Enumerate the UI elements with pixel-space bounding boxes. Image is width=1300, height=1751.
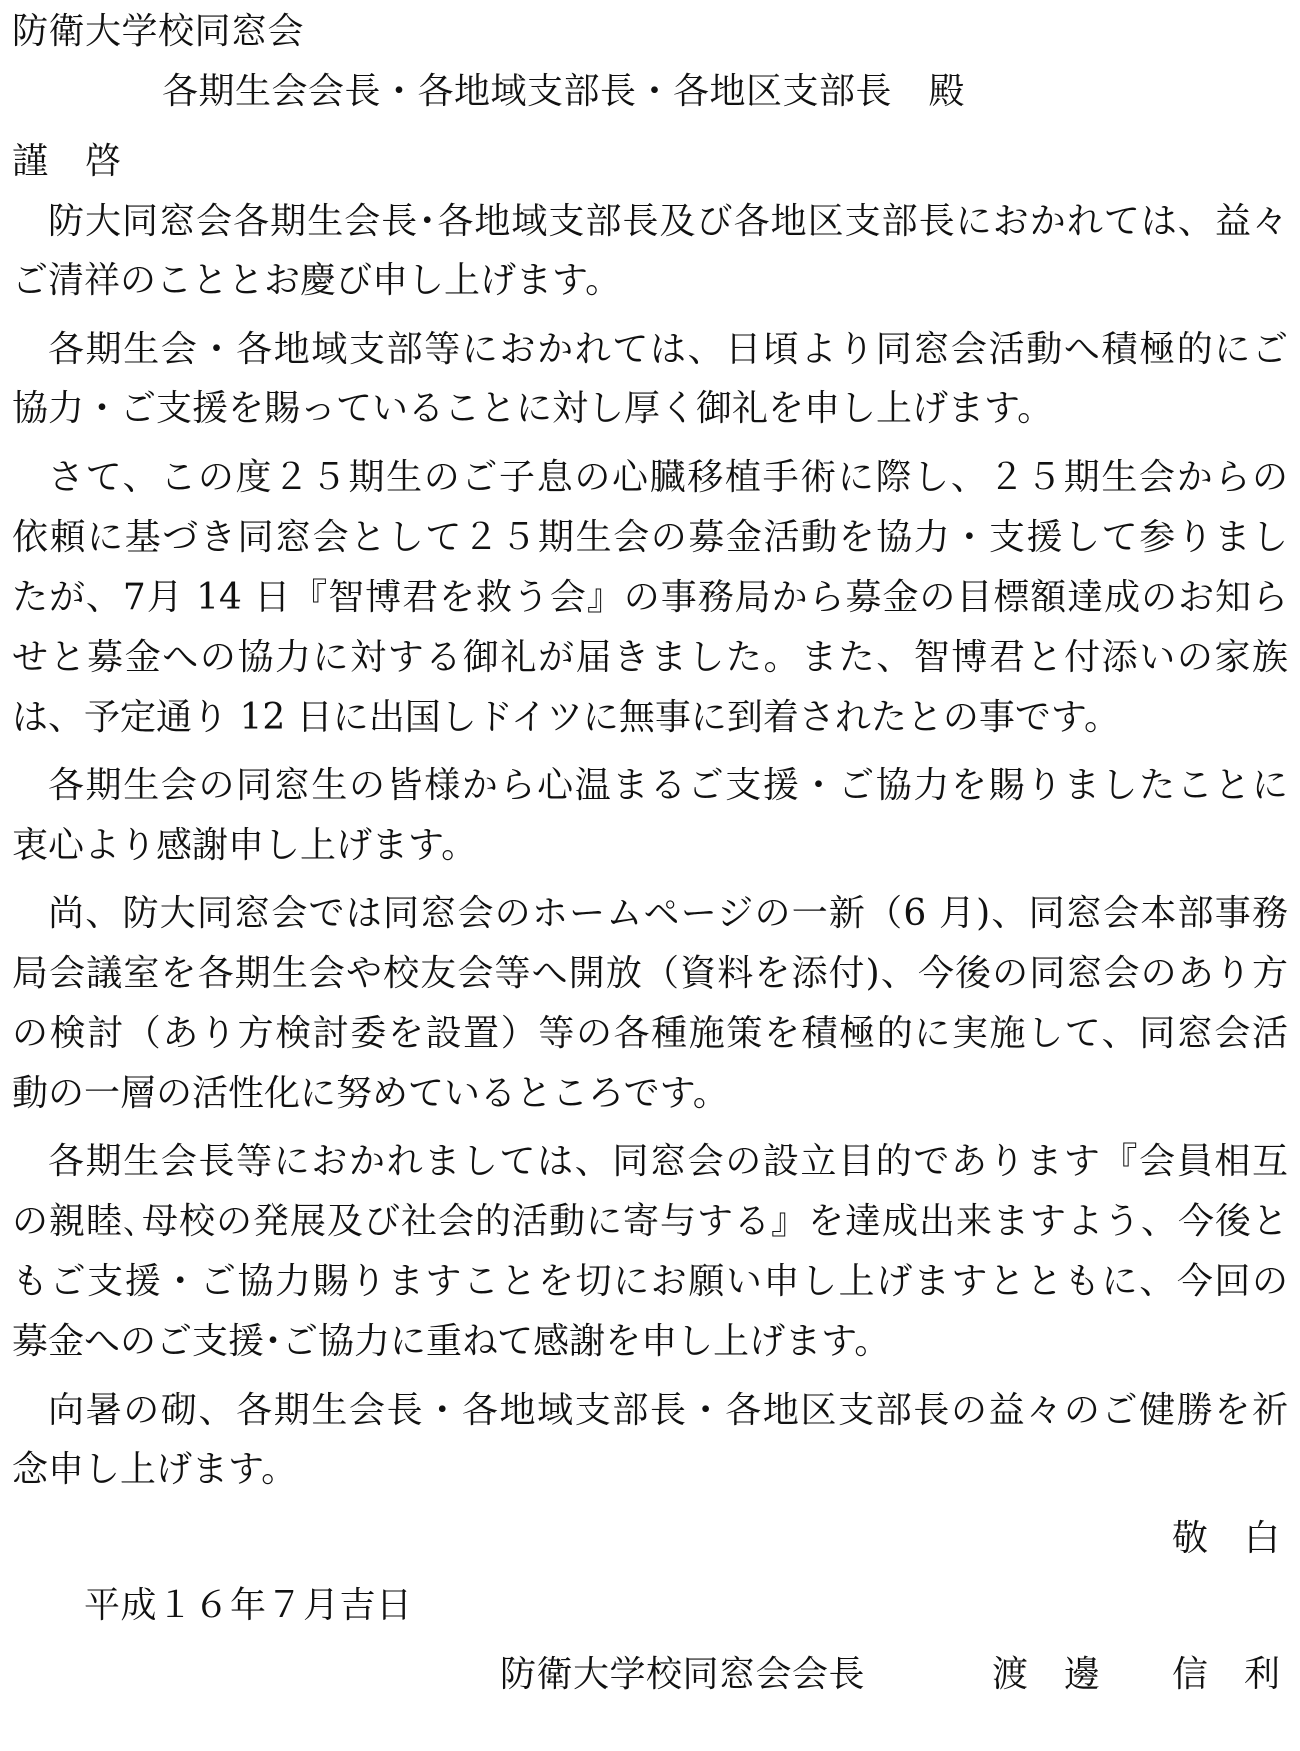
body-line: 衷心より感謝申し上げます。 [12,825,478,866]
body-line: 局会議室を各期生会や校友会等へ開放（資料を添付)、今後の同窓会のあり方 [12,953,1288,994]
body-line: の親睦､母校の発展及び社会的活動に寄与する』を達成出来ますよう、今後と [12,1201,1288,1242]
body-line: 募金へのご支援･ご協力に重ねて感謝を申し上げます。 [12,1321,891,1362]
salutation: 謹 啓 [12,141,122,182]
signature-name: 渡 邊 信 利 [991,1654,1280,1695]
body-line: 念申し上げます。 [12,1449,298,1490]
addressee: 各期生会会長・各地域支部長・各地区支部長 殿 [162,71,966,112]
body-line: 各期生会の同窓生の皆様から心温まるご支援・ご協力を賜りましたことに [48,765,1288,806]
body-line: たが、7月 14 日『智博君を救う会』の事務局から募金の目標額達成のお知ら [12,577,1288,618]
body-line: 各期生会長等におかれましては、同窓会の設立目的であります『会員相互 [48,1141,1288,1182]
body-line: は、予定通り 12 日に出国しドイツに無事に到着されたとの事です。 [12,697,1121,738]
body-line: 防大同窓会各期生会長･各地域支部長及び各地区支部長におかれては、益々 [48,201,1288,242]
body-line: もご支援・ご協力賜りますことを切にお願い申し上げますとともに、今回の [12,1261,1288,1302]
body-line: の検討（あり方検討委を設置）等の各種施策を積極的に実施して、同窓会活 [12,1013,1288,1054]
body-line: せと募金への協力に対する御礼が届きました。また、智博君と付添いの家族 [12,637,1288,678]
body-line: 各期生会・各地域支部等におかれては、日頃より同窓会活動へ積極的にご [48,329,1288,370]
letter-date: 平成１６年７月吉日 [84,1585,413,1626]
body-line: 動の一層の活性化に努めているところです。 [12,1073,729,1114]
signature-title: 防衛大学校同窓会会長 [500,1654,866,1695]
body-line: 依頼に基づき同窓会として２５期生会の募金活動を協力・支援して参りまし [12,517,1288,558]
body-line: 向暑の砌、各期生会長・各地域支部長・各地区支部長の益々のご健勝を祈 [48,1390,1288,1431]
body-line: さて、この度２５期生のご子息の心臓移植手術に際し、２５期生会からの [48,457,1288,498]
closing-keihaku: 敬 白 [1171,1518,1280,1559]
body-line: ご清祥のこととお慶び申し上げます。 [12,260,622,301]
sender-organization: 防衛大学校同窓会 [12,11,305,52]
body-line: 協力・ご支援を賜っていることに対し厚く御礼を申し上げます。 [12,388,1054,429]
body-line: 尚、防大同窓会では同窓会のホームページの一新（6 月)、同窓会本部事務 [48,893,1288,934]
